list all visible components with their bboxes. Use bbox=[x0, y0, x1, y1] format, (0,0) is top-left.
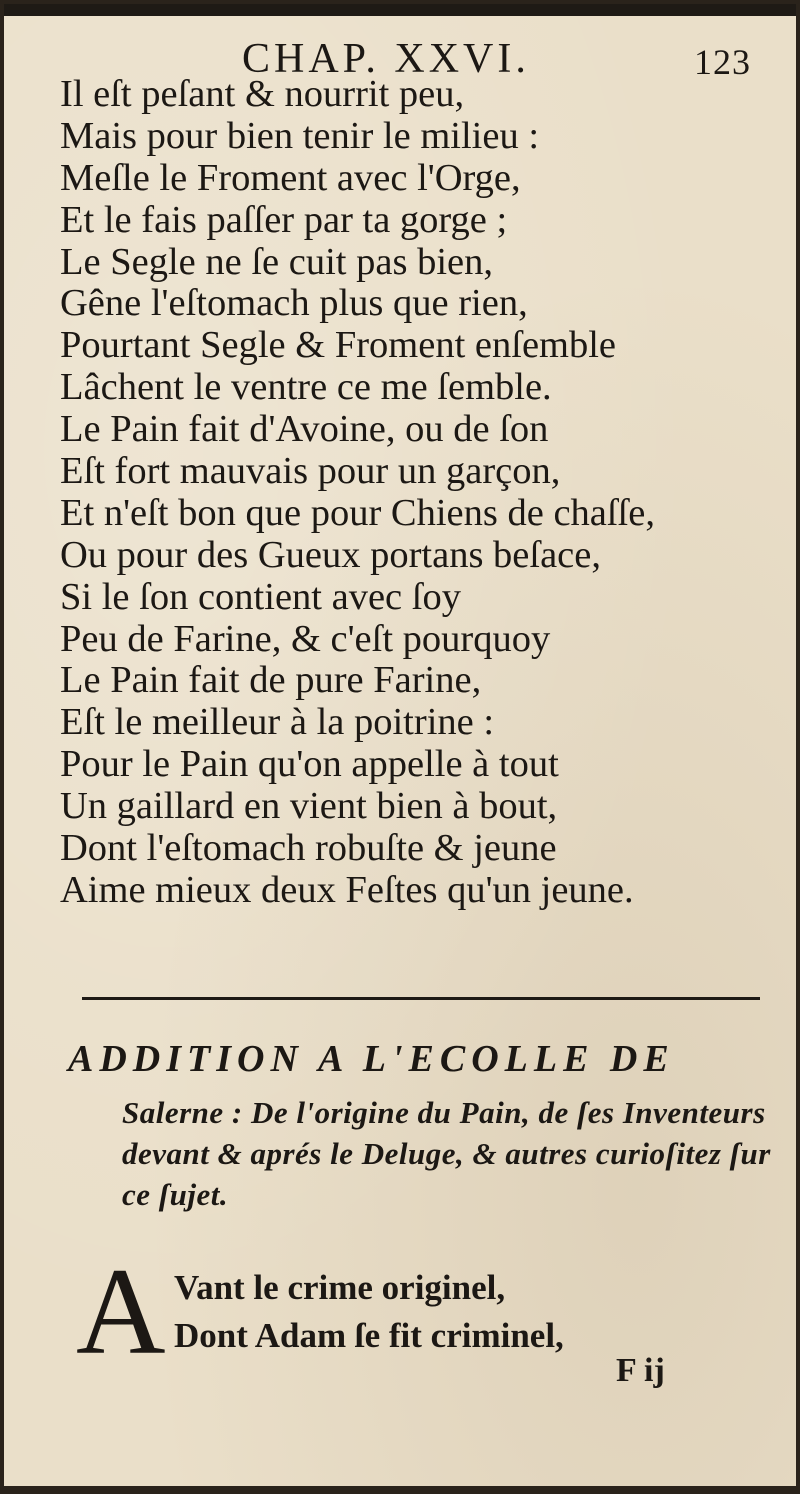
signature-mark: F ij bbox=[616, 1352, 665, 1389]
page-number: 123 bbox=[694, 42, 751, 82]
poem-line: Eſt le meilleur à la poitrine : bbox=[60, 701, 495, 744]
poem-line: Aime mieux deux Feſtes qu'un jeune. bbox=[60, 868, 634, 911]
poem-line: Et n'eſt bon que pour Chiens de chaſſe, bbox=[60, 491, 655, 534]
poem-line: Lâchent le ventre ce me ſemble. bbox=[60, 366, 552, 409]
poem-line: Gêne l'eſtomach plus que rien, bbox=[60, 282, 528, 325]
top-border-rule bbox=[4, 4, 796, 16]
section-heading: ADDITION A L'ECOLLE DE bbox=[68, 1038, 675, 1080]
poem-line: Pourtant Segle & Froment enſemble bbox=[60, 324, 617, 367]
poem-line: Un gaillard en vient bien à bout, bbox=[60, 785, 558, 828]
poem-line: Et le fais paſſer par ta gorge ; bbox=[60, 198, 508, 241]
drop-cap-initial: A bbox=[76, 1243, 166, 1380]
section-subheading: Salerne : De l'origine du Pain, de ſes Inventeurs devant & aprés le Deluge, & autres curioſitez ſur ce ſujet. bbox=[122, 1095, 771, 1212]
poem-line: Peu de Farine, & c'eſt pourquoy bbox=[60, 617, 551, 660]
running-head: CHAP. XXVI. bbox=[242, 36, 530, 82]
second-poem bbox=[174, 1264, 564, 1360]
poem-line: Dont l'eſtomach robuſte & jeune bbox=[60, 827, 557, 870]
poem-line: Ou pour des Gueux portans beſace, bbox=[60, 533, 601, 576]
poem-line: Dont Adam ſe fit criminel, bbox=[174, 1316, 564, 1355]
poem-line: Pour le Pain qu'on appelle à tout bbox=[60, 743, 559, 786]
poem-line: Si le ſon contient avec ſoy bbox=[60, 575, 461, 618]
poem-line: Le Pain fait d'Avoine, ou de ſon bbox=[60, 408, 549, 451]
poem-line: Le Segle ne ſe cuit pas bien, bbox=[60, 240, 493, 283]
poem-line: Le Pain fait de pure Farine, bbox=[60, 659, 482, 702]
book-page bbox=[4, 4, 796, 1486]
poem-line: Mais pour bien tenir le milieu : bbox=[60, 114, 540, 157]
poem-line: Meſle le Froment avec l'Orge, bbox=[60, 156, 521, 199]
poem-line: Eſt fort mauvais pour un garçon, bbox=[60, 450, 561, 493]
poem-line: Il eſt peſant & nourrit peu, bbox=[60, 73, 465, 115]
poem-line: Vant le crime originel, bbox=[174, 1268, 506, 1307]
section-divider bbox=[82, 997, 760, 1000]
poem bbox=[60, 74, 760, 912]
